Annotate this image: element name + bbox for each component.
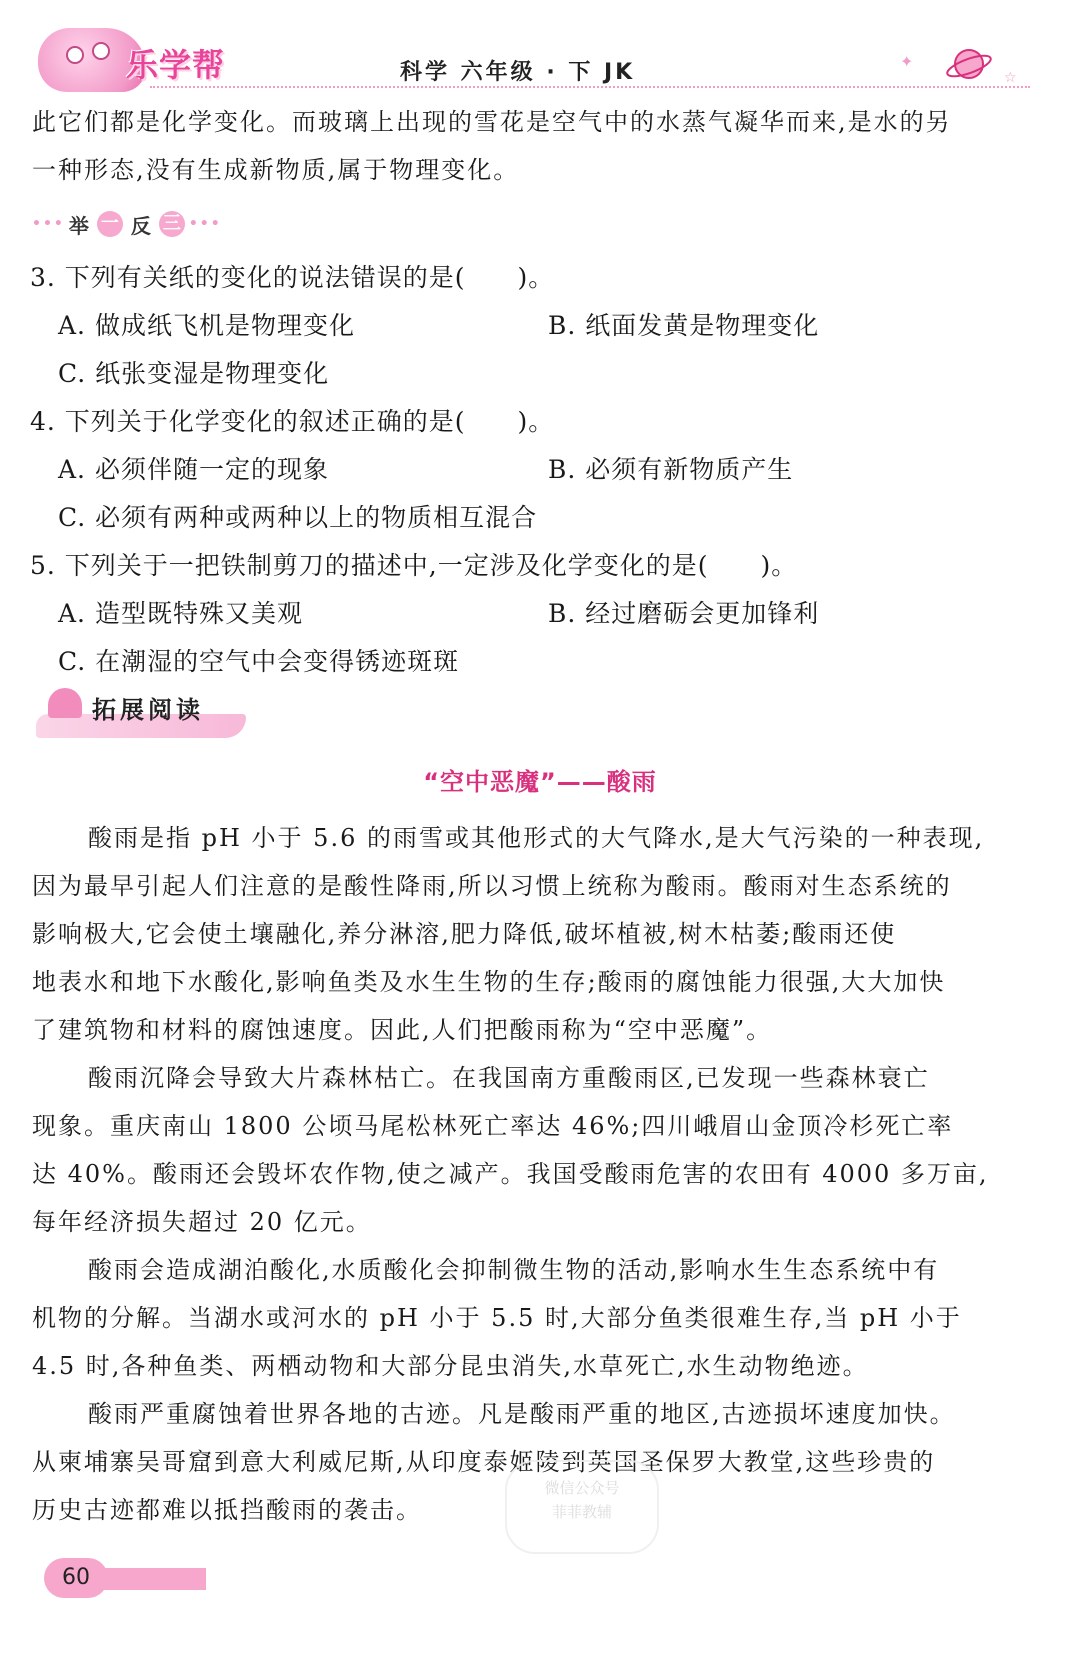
page-header (0, 0, 1080, 100)
text-line: 历史古迹都难以抵挡酸雨的袭击。 (32, 1496, 422, 1524)
brand-name: 乐学帮 (126, 46, 226, 84)
article-title: “空中恶魔”——酸雨 (423, 768, 657, 796)
text-line: 酸雨是指 pH 小于 5.6 的雨雪或其他形式的大气降水,是大气污染的一种表现, (88, 824, 985, 852)
question-option: A. 必须伴随一定的现象 (58, 455, 329, 484)
tag-char: 反 (130, 213, 151, 238)
question-stem: 3. 下列有关纸的变化的说法错误的是( )。 (30, 263, 555, 292)
section-title: 拓展阅读 (92, 696, 204, 724)
star-icon: ☆ (1004, 70, 1017, 86)
mascot-eye-icon (92, 42, 110, 60)
page-number-bar (96, 1568, 206, 1590)
planet-icon (945, 40, 993, 88)
watermark (505, 1460, 659, 1554)
text-line: 从柬埔寨吴哥窟到意大利威尼斯,从印度泰姬陵到英国圣保罗大教堂,这些珍贵的 (32, 1448, 936, 1476)
page-number: 60 (44, 1558, 108, 1598)
question-option: C. 必须有两种或两种以上的物质相互混合 (58, 503, 538, 532)
text-line: 达 40%。酸雨还会毁坏农作物,使之减产。我国受酸雨危害的农田有 4000 多万亩, (32, 1160, 989, 1188)
dots-decoration: ••• (32, 216, 65, 232)
text-line: 因为最早引起人们注意的是酸性降雨,所以习惯上统称为酸雨。酸雨对生态系统的 (32, 872, 952, 900)
text-line: 酸雨沉降会导致大片森林枯亡。在我国南方重酸雨区,已发现一些森林衰亡 (88, 1064, 930, 1092)
question-option: B. 纸面发黄是物理变化 (548, 311, 820, 340)
article-paragraph (32, 1054, 1032, 1246)
text-line: 了建筑物和材料的腐蚀速度。因此,人们把酸雨称为“空中恶魔”。 (32, 1016, 773, 1044)
text-line: 现象。重庆南山 1800 公顷马尾松林死亡率达 46%;四川峨眉山金顶冷杉死亡率 (32, 1112, 954, 1140)
section-header (36, 688, 246, 740)
question-stem: 5. 下列关于一把铁制剪刀的描述中,一定涉及化学变化的是( )。 (30, 551, 798, 580)
question-option: C. 纸张变湿是物理变化 (58, 359, 330, 388)
text-line: 此它们都是化学变化。而玻璃上出现的雪花是空气中的水蒸气凝华而来,是水的另 (32, 108, 952, 136)
tag-bubble: 三 (159, 211, 185, 237)
header-subject: 科学 六年级 · 下 JK (400, 60, 636, 85)
question-stem: 4. 下列关于化学变化的叙述正确的是( )。 (30, 407, 555, 436)
text-line: 机物的分解。当湖水或河水的 pH 小于 5.5 时,大部分鱼类很难生存,当 pH 小于 (32, 1304, 962, 1332)
article-paragraph (32, 814, 1032, 1054)
tag-bubble: 一 (97, 211, 123, 237)
text-line: 地表水和地下水酸化,影响鱼类及水生生物的生存;酸雨的腐蚀能力很强,大大加快 (32, 968, 946, 996)
article-paragraph (32, 1246, 1032, 1390)
practice-tag (32, 208, 222, 240)
watermark-line: 菲菲教辅 (551, 1503, 612, 1521)
dots-decoration: ••• (188, 216, 222, 232)
question-option: B. 经过磨砺会更加锋利 (548, 599, 820, 628)
text-line: 一种形态,没有生成新物质,属于物理变化。 (32, 156, 520, 184)
tag-char: 举 (68, 213, 89, 238)
question-option: B. 必须有新物质产生 (548, 455, 794, 484)
header-divider (150, 86, 1030, 88)
watermelon-icon (48, 688, 82, 718)
question-option: C. 在潮湿的空气中会变得锈迹斑斑 (58, 647, 460, 676)
intro-text (32, 98, 1032, 194)
text-line: 影响极大,它会使土壤融化,养分淋溶,肥力降低,破坏植被,树木枯萎;酸雨还使 (32, 920, 897, 948)
text-line: 酸雨会造成湖泊酸化,水质酸化会抑制微生物的活动,影响水生生态系统中有 (88, 1256, 940, 1284)
text-line: 酸雨严重腐蚀着世界各地的古迹。凡是酸雨严重的地区,古迹损坏速度加快。 (88, 1400, 956, 1428)
text-line: 每年经济损失超过 20 亿元。 (32, 1208, 372, 1236)
question-option: A. 造型既特殊又美观 (58, 599, 303, 628)
text-line: 4.5 时,各种鱼类、两栖动物和大部分昆虫消失,水草死亡,水生动物绝迹。 (32, 1352, 869, 1380)
star-icon: ✦ (900, 52, 914, 71)
mascot-eye-icon (66, 46, 84, 64)
watermark-line: 微信公众号 (544, 1479, 620, 1497)
question-option: A. 做成纸飞机是物理变化 (58, 311, 355, 340)
